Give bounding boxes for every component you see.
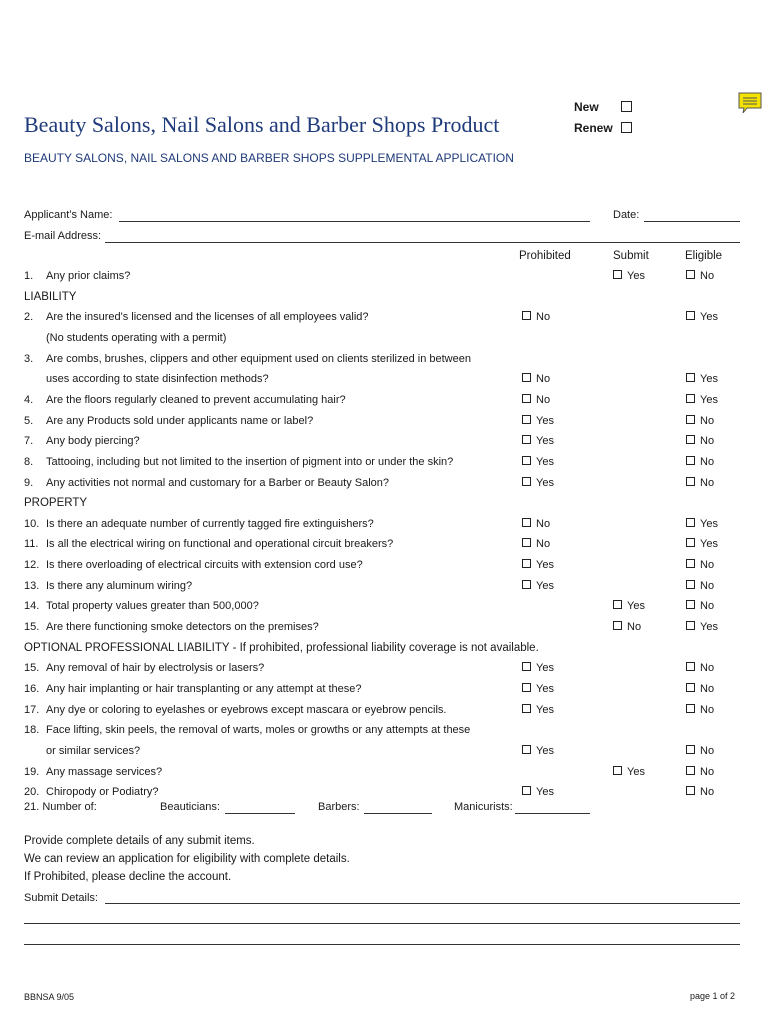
checkbox-label: No <box>700 456 715 468</box>
question-row <box>24 683 362 695</box>
question-row <box>24 435 140 447</box>
checkbox-icon <box>522 786 531 795</box>
section-heading <box>24 642 539 654</box>
applicant-name-label: Applicant’s Name: <box>24 209 113 221</box>
checkbox-label: No <box>700 766 715 778</box>
question-row <box>24 621 319 633</box>
checkbox-icon <box>686 456 695 465</box>
checkbox-icon <box>686 745 695 754</box>
checkbox-icon <box>686 662 695 671</box>
eligible-checkbox[interactable] <box>686 786 714 798</box>
checkbox-label: No <box>536 518 551 530</box>
checkbox-icon <box>686 477 695 486</box>
number-of-label: 21. Number of: <box>24 801 97 813</box>
checkbox-icon <box>686 580 695 589</box>
question-row <box>24 270 130 282</box>
column-eligible: Eligible <box>685 250 723 262</box>
prohibited-checkbox[interactable] <box>522 373 550 385</box>
eligible-checkbox[interactable] <box>686 600 714 612</box>
checkbox-label: Yes <box>700 621 718 633</box>
prohibited-checkbox[interactable] <box>522 538 550 550</box>
renew-label: Renew <box>574 121 613 135</box>
question-row <box>24 353 471 365</box>
renew-checkbox[interactable] <box>621 122 632 133</box>
checkbox-label: Yes <box>700 394 718 406</box>
question-text: uses according to state disinfection methods? <box>46 373 269 385</box>
section-title: LIABILITY <box>24 291 77 303</box>
submit-checkbox[interactable] <box>613 621 641 633</box>
prohibited-checkbox[interactable] <box>522 477 554 489</box>
checkbox-icon <box>522 662 531 671</box>
question-number: 2. <box>24 311 34 323</box>
checkbox-label: Yes <box>536 786 554 798</box>
checkbox-icon <box>522 415 531 424</box>
page-number: page 1 of 2 <box>690 991 736 1001</box>
checkbox-label: Yes <box>536 456 554 468</box>
submit-details-label: Submit Details: <box>24 892 98 904</box>
checkbox-icon <box>686 270 695 279</box>
checkbox-label: No <box>536 394 551 406</box>
submit-checkbox[interactable] <box>613 766 645 778</box>
prohibited-checkbox[interactable] <box>522 745 554 757</box>
column-prohibited: Prohibited <box>519 250 571 262</box>
question-number: 17. <box>24 704 40 716</box>
checkbox-label: Yes <box>536 415 554 427</box>
checkbox-icon <box>686 559 695 568</box>
eligible-checkbox[interactable] <box>686 538 718 550</box>
checkbox-label: No <box>700 415 715 427</box>
checkbox-icon <box>686 435 695 444</box>
question-row <box>24 394 346 406</box>
prohibited-checkbox[interactable] <box>522 415 554 427</box>
question-row <box>24 373 269 385</box>
checkbox-icon <box>613 600 622 609</box>
checkbox-label: Yes <box>536 745 554 757</box>
question-number: 19. <box>24 766 40 778</box>
eligible-checkbox[interactable] <box>686 477 714 489</box>
submit-checkbox[interactable] <box>613 600 645 612</box>
form-subtitle: BEAUTY SALONS, NAIL SALONS AND BARBER SHOPS SUPPLEMENTAL APPLICATION <box>24 151 514 165</box>
question-number: 15. <box>24 621 40 633</box>
eligible-checkbox[interactable] <box>686 435 714 447</box>
beauticians-field[interactable] <box>225 813 295 814</box>
question-text: Any hair implanting or hair transplanting or any attempt at these? <box>46 683 362 695</box>
eligible-checkbox[interactable] <box>686 683 714 695</box>
question-number: 7. <box>24 435 34 447</box>
checkbox-icon <box>522 704 531 713</box>
question-number: 14. <box>24 600 40 612</box>
prohibited-checkbox[interactable] <box>522 704 554 716</box>
question-number: 1. <box>24 270 34 282</box>
checkbox-label: No <box>700 786 715 798</box>
question-text: Any body piercing? <box>46 435 140 447</box>
checkbox-icon <box>522 745 531 754</box>
checkbox-icon <box>522 580 531 589</box>
checkbox-icon <box>522 559 531 568</box>
checkbox-label: No <box>536 311 551 323</box>
question-number: 4. <box>24 394 34 406</box>
question-text: Are combs, brushes, clippers and other equipment used on clients sterilized in between <box>46 353 471 365</box>
question-row <box>24 766 162 778</box>
submit-checkbox[interactable] <box>613 270 645 282</box>
checkbox-label: Yes <box>536 683 554 695</box>
question-text: Is all the electrical wiring on functional and operational circuit breakers? <box>46 538 394 550</box>
checkbox-icon <box>522 394 531 403</box>
question-row <box>24 518 374 530</box>
submit-details-line[interactable] <box>24 923 740 924</box>
question-number: 12. <box>24 559 40 571</box>
question-row <box>24 477 389 489</box>
eligible-checkbox[interactable] <box>686 270 714 282</box>
question-row <box>24 745 140 757</box>
checkbox-label: Yes <box>700 311 718 323</box>
checkbox-icon <box>686 704 695 713</box>
manicurists-label: Manicurists: <box>454 801 513 813</box>
checkbox-icon <box>522 311 531 320</box>
eligible-checkbox[interactable] <box>686 311 718 323</box>
eligible-checkbox[interactable] <box>686 745 714 757</box>
checkbox-label: Yes <box>700 518 718 530</box>
checkbox-label: Yes <box>627 600 645 612</box>
instruction-line: If Prohibited, please decline the account. <box>24 871 232 883</box>
checkbox-icon <box>522 373 531 382</box>
date-field[interactable] <box>644 221 740 222</box>
question-text: Any prior claims? <box>46 270 131 282</box>
new-label: New <box>574 100 599 114</box>
checkbox-label: No <box>700 683 715 695</box>
question-text: Any dye or coloring to eyelashes or eyebrows except mascara or eyebrow pencils. <box>46 704 447 716</box>
prohibited-checkbox[interactable] <box>522 394 550 406</box>
checkbox-icon <box>686 373 695 382</box>
eligible-checkbox[interactable] <box>686 580 714 592</box>
prohibited-checkbox[interactable] <box>522 456 554 468</box>
checkbox-label: Yes <box>536 662 554 674</box>
eligible-checkbox[interactable] <box>686 373 718 385</box>
checkbox-label: No <box>700 435 715 447</box>
manicurists-field[interactable] <box>515 813 590 814</box>
prohibited-checkbox[interactable] <box>522 786 554 798</box>
comment-note-icon[interactable] <box>737 91 763 115</box>
eligible-checkbox[interactable] <box>686 766 714 778</box>
checkbox-label: No <box>700 270 715 282</box>
checkbox-icon <box>686 394 695 403</box>
checkbox-label: No <box>700 662 715 674</box>
question-row <box>24 724 470 736</box>
checkbox-icon <box>522 477 531 486</box>
checkbox-label: Yes <box>627 766 645 778</box>
question-text: Are the insured's licensed and the licenses of all employees valid? <box>46 311 369 323</box>
question-text: Are any Products sold under applicants name or label? <box>46 415 314 427</box>
question-text: Chiropody or Podiatry? <box>46 786 159 798</box>
checkbox-icon <box>522 538 531 547</box>
question-text: Any activities not normal and customary for a Barber or Beauty Salon? <box>46 477 390 489</box>
question-text: Are the floors regularly cleaned to prevent accumulating hair? <box>46 394 346 406</box>
question-row <box>24 559 363 571</box>
eligible-checkbox[interactable] <box>686 662 714 674</box>
checkbox-icon <box>522 683 531 692</box>
question-row <box>24 580 192 592</box>
question-number: 20. <box>24 786 40 798</box>
question-text: Tattooing, including but not limited to the insertion of pigment into or under the skin? <box>46 456 454 468</box>
prohibited-checkbox[interactable] <box>522 559 554 571</box>
checkbox-label: Yes <box>627 270 645 282</box>
checkbox-label: No <box>700 580 715 592</box>
question-row <box>24 332 226 344</box>
applicant-name-field[interactable] <box>119 221 590 222</box>
beauticians-label: Beauticians: <box>160 801 220 813</box>
question-text: Any removal of hair by electrolysis or lasers? <box>46 662 265 674</box>
checkbox-icon <box>613 621 622 630</box>
checkbox-label: No <box>627 621 642 633</box>
checkbox-label: Yes <box>536 704 554 716</box>
checkbox-label: Yes <box>536 477 554 489</box>
question-row <box>24 415 313 427</box>
question-number: 5. <box>24 415 34 427</box>
column-submit: Submit <box>613 250 649 262</box>
question-text: Is there an adequate number of currently tagged fire extinguishers? <box>46 518 374 530</box>
checkbox-icon <box>686 518 695 527</box>
question-number: 10. <box>24 518 40 530</box>
question-number: 13. <box>24 580 40 592</box>
prohibited-checkbox[interactable] <box>522 683 554 695</box>
checkbox-label: No <box>700 559 715 571</box>
question-row <box>24 704 446 716</box>
instruction-line: Provide complete details of any submit items. <box>24 835 255 847</box>
eligible-checkbox[interactable] <box>686 415 714 427</box>
prohibited-checkbox[interactable] <box>522 311 550 323</box>
question-text: (No students operating with a permit) <box>46 332 227 344</box>
prohibited-checkbox[interactable] <box>522 518 550 530</box>
question-number: 15. <box>24 662 40 674</box>
question-text: Are there functioning smoke detectors on the premises? <box>46 621 319 633</box>
section-title: OPTIONAL PROFESSIONAL LIABILITY <box>24 642 230 654</box>
section-heading <box>24 291 76 303</box>
question-text: Total property values greater than 500,000? <box>46 600 259 612</box>
checkbox-label: No <box>700 477 715 489</box>
date-label: Date: <box>613 209 640 221</box>
checkbox-label: No <box>536 373 551 385</box>
checkbox-icon <box>686 786 695 795</box>
instruction-line: We can review an application for eligibility with complete details. <box>24 853 350 865</box>
form-id: BBNSA 9/05 <box>24 992 75 1002</box>
email-field[interactable] <box>105 242 740 243</box>
checkbox-icon <box>686 311 695 320</box>
checkbox-icon <box>686 621 695 630</box>
question-number: 3. <box>24 353 34 365</box>
submit-details-field[interactable] <box>105 903 740 904</box>
question-number: 11. <box>24 538 39 550</box>
question-row <box>24 662 264 674</box>
checkbox-label: Yes <box>536 580 554 592</box>
checkbox-label: No <box>536 538 551 550</box>
checkbox-label: Yes <box>700 373 718 385</box>
eligible-checkbox[interactable] <box>686 456 714 468</box>
checkbox-label: No <box>700 745 715 757</box>
question-number: 18. <box>24 724 40 736</box>
checkbox-icon <box>686 766 695 775</box>
question-number: 16. <box>24 683 40 695</box>
checkbox-label: No <box>700 600 715 612</box>
question-row <box>24 456 453 468</box>
question-text: Is there overloading of electrical circuits with extension cord use? <box>46 559 363 571</box>
checkbox-icon <box>613 270 622 279</box>
checkbox-icon <box>522 435 531 444</box>
checkbox-icon <box>686 415 695 424</box>
eligible-checkbox[interactable] <box>686 704 714 716</box>
checkbox-label: Yes <box>536 435 554 447</box>
question-row <box>24 600 259 612</box>
barbers-field[interactable] <box>364 813 432 814</box>
eligible-checkbox[interactable] <box>686 559 714 571</box>
question-row <box>24 538 393 550</box>
checkbox-icon <box>613 766 622 775</box>
section-note: - If prohibited, professional liability coverage is not available. <box>229 642 539 654</box>
question-text: Is there any aluminum wiring? <box>46 580 193 592</box>
eligible-checkbox[interactable] <box>686 518 718 530</box>
checkbox-icon <box>522 456 531 465</box>
prohibited-checkbox[interactable] <box>522 662 554 674</box>
question-number: 9. <box>24 477 34 489</box>
question-text: Any massage services? <box>46 766 163 778</box>
email-label: E-mail Address: <box>24 230 102 242</box>
section-title: PROPERTY <box>24 497 88 509</box>
prohibited-checkbox[interactable] <box>522 435 554 447</box>
checkbox-icon <box>686 683 695 692</box>
eligible-checkbox[interactable] <box>686 621 718 633</box>
question-row <box>24 786 159 798</box>
checkbox-icon <box>686 600 695 609</box>
question-row <box>24 311 369 323</box>
question-number: 8. <box>24 456 34 468</box>
form-title: Beauty Salons, Nail Salons and Barber Shops Product <box>24 112 500 137</box>
eligible-checkbox[interactable] <box>686 394 718 406</box>
checkbox-label: Yes <box>536 559 554 571</box>
submit-details-line[interactable] <box>24 944 740 945</box>
checkbox-icon <box>522 518 531 527</box>
new-checkbox[interactable] <box>621 101 632 112</box>
question-text: Face lifting, skin peels, the removal of warts, moles or growths or any attempts at these <box>46 724 471 736</box>
barbers-label: Barbers: <box>318 801 360 813</box>
prohibited-checkbox[interactable] <box>522 580 554 592</box>
question-text: or similar services? <box>46 745 141 757</box>
checkbox-label: No <box>700 704 715 716</box>
checkbox-icon <box>686 538 695 547</box>
section-heading <box>24 497 87 509</box>
checkbox-label: Yes <box>700 538 718 550</box>
